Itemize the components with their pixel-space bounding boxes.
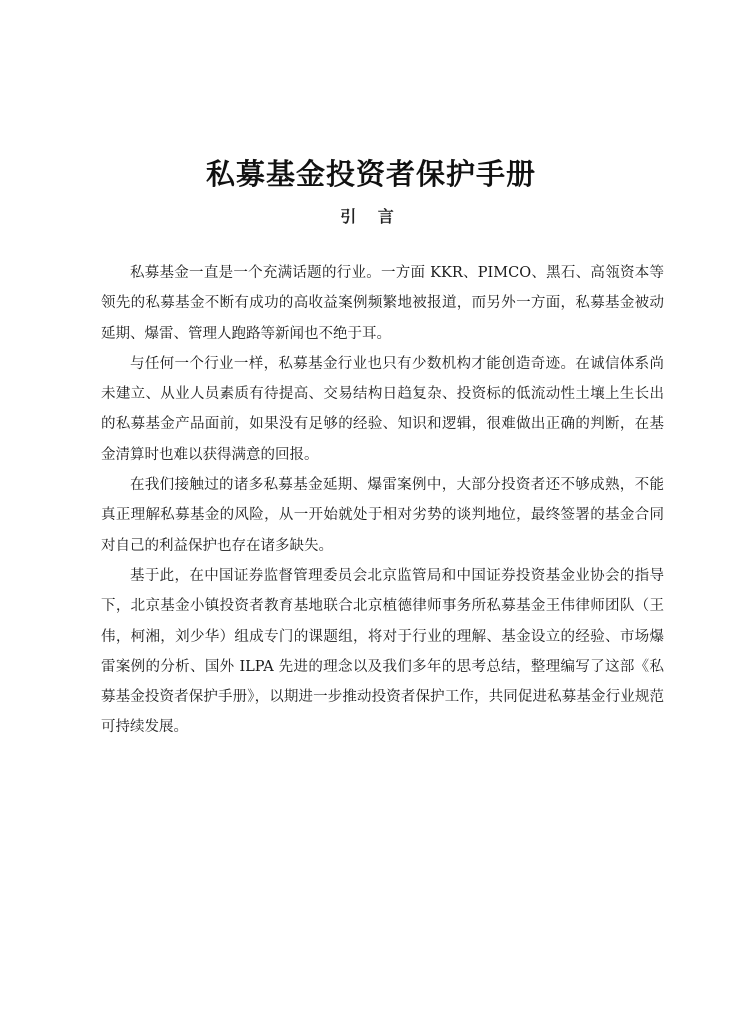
paragraph-4: 基于此，在中国证券监督管理委员会北京监管局和中国证券投资基金业协会的指导下，北京基金小镇投资者教育基地联合北京植德律师事务所私募基金王伟律师团队（王伟，柯湘，刘少华）组成专门的课题组，将对于行业的理解、基金设立的经验、市场爆雷案例的分析、国外 ILPA 先进的理念以及我们多年的思考总结，整理编写了这部《私募基金投资者保护手册》，以期进一步推动投资者保护工作，共同促进私募基金行业规范可持续发展。 (101, 567, 664, 736)
paragraph-2: 与任何一个行业一样，私募基金行业也只有少数机构才能创造奇迹。在诚信体系尚未建立、从业人员素质有待提高、交易结构日趋复杂、投资标的低流动性土壤上生长出的私募基金产品面前，如果没有足够的经验、知识和逻辑，很难做出正确的判断，在基金清算时也难以获得满意的回报。 (101, 355, 664, 463)
document-title: 私募基金投资者保护手册 (205, 157, 536, 191)
section-heading: 引 言 (340, 207, 402, 226)
paragraph-1: 私募基金一直是一个充满话题的行业。一方面 KKR、PIMCO、黑石、高瓴资本等领先的私募基金不断有成功的高收益案例频繁地被报道，而另外一方面，私募基金被动延期、爆雷、管理人跑路等新闻也不绝于耳。 (101, 265, 664, 342)
body-text (101, 258, 664, 743)
paragraph-3: 在我们接触过的诸多私募基金延期、爆雷案例中，大部分投资者还不够成熟，不能真正理解私募基金的风险，从一开始就处于相对劣势的谈判地位，最终签署的基金合同对自己的利益保护也存在诸多缺失。 (101, 477, 664, 554)
